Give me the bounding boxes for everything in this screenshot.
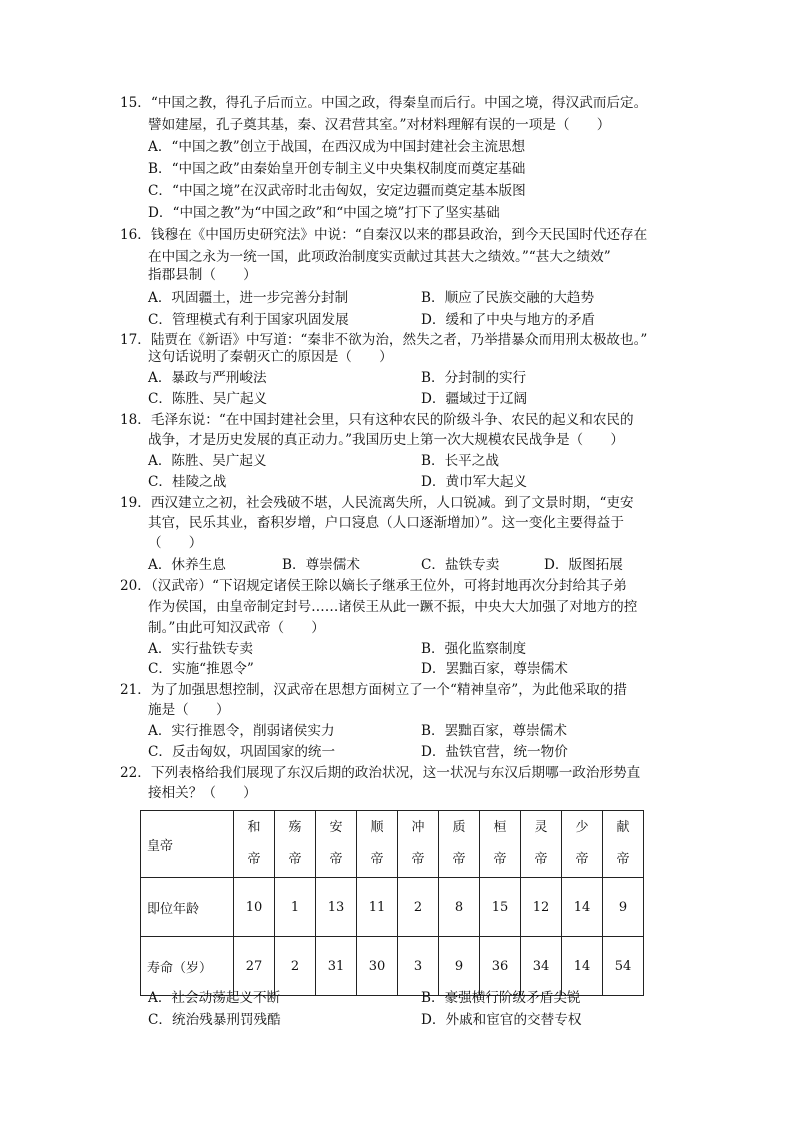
q21-stem-line2: 施是（ ） xyxy=(148,702,230,718)
q21-stem-line1: 21．为了加强思想控制，汉武帝在思想方面树立了一个“精神皇帝”，为此他采取的措 xyxy=(120,682,627,698)
q22-option-c: C．统治残暴刑罚残酷 xyxy=(148,1012,281,1028)
emperor-table xyxy=(140,810,644,996)
q19-option-a: A．休养生息 xyxy=(148,557,226,573)
age-cell: 15 xyxy=(480,878,521,937)
emperor-char-top: 桓 xyxy=(493,820,507,835)
q17-option-c: C．陈胜、吴广起义 xyxy=(148,391,268,407)
emperor-char-top: 献 xyxy=(616,820,630,835)
emperor-char-bottom: 帝 xyxy=(247,852,261,867)
emperor-cell xyxy=(275,811,316,878)
age-cell: 14 xyxy=(562,878,603,937)
table-row xyxy=(141,937,644,996)
q20-stem-line2: 作为侯国，由皇帝制定封号……诸侯王从此一蹶不振，中央大大加强了对地方的控 xyxy=(148,599,638,615)
q18-option-b: B．长平之战 xyxy=(421,453,499,469)
q22-option-d: D．外戚和宦官的交替专权 xyxy=(421,1012,582,1028)
lifespan-cell: 9 xyxy=(439,937,480,996)
q15-option-d: D．“中国之教”为“中国之政”和“中国之境”打下了坚实基础 xyxy=(148,205,500,221)
age-cell: 2 xyxy=(398,878,439,937)
emperor-char-bottom: 帝 xyxy=(493,852,507,867)
table-row xyxy=(141,811,644,878)
emperor-cell xyxy=(316,811,357,878)
lifespan-cell: 14 xyxy=(562,937,603,996)
q16-option-b: B．顺应了民族交融的大趋势 xyxy=(421,290,595,306)
emperor-char-top: 质 xyxy=(452,820,466,835)
age-cell: 10 xyxy=(234,878,275,937)
q18-stem-line1: 18．毛泽东说：“在中国封建社会里，只有这种农民的阶级斗争、农民的起义和农民的 xyxy=(120,412,634,428)
q20-option-b: B．强化监察制度 xyxy=(421,641,527,657)
q19-stem-line3: （ ） xyxy=(148,535,203,551)
q19-option-c: C．盐铁专卖 xyxy=(421,557,500,573)
emperor-char-top: 灵 xyxy=(534,820,548,835)
q20-option-a: A．实行盐铁专卖 xyxy=(148,641,253,657)
q22-stem-line2: 接相关？（ ） xyxy=(148,785,257,801)
q15-stem-line1: 15．“中国之教，得孔子后而立。中国之政，得秦皇而后行。中国之境，得汉武而后定。 xyxy=(120,95,648,111)
q21-option-b: B．罢黜百家，尊崇儒术 xyxy=(421,723,567,739)
emperor-char-top: 安 xyxy=(329,820,343,835)
emperor-char-top: 顺 xyxy=(370,820,384,835)
lifespan-cell: 34 xyxy=(521,937,562,996)
q19-stem-line2: 其官，民乐其业，畜积岁增，户口寖息（人口逐渐增加）”。这一变化主要得益于 xyxy=(148,515,624,531)
q17-stem-line2: 这句话说明了秦朝灭亡的原因是（ ） xyxy=(148,349,393,365)
lifespan-cell: 30 xyxy=(357,937,398,996)
q18-option-d: D．黄巾军大起义 xyxy=(421,474,528,490)
lifespan-cell: 2 xyxy=(275,937,316,996)
emperor-char-bottom: 帝 xyxy=(370,852,384,867)
lifespan-cell: 31 xyxy=(316,937,357,996)
emperor-char-bottom: 帝 xyxy=(411,852,425,867)
q16-option-c: C．管理模式有利于国家巩固发展 xyxy=(148,312,349,328)
age-cell: 13 xyxy=(316,878,357,937)
q19-option-b: B．尊崇儒术 xyxy=(282,557,360,573)
emperor-cell xyxy=(439,811,480,878)
emperor-char-bottom: 帝 xyxy=(329,852,343,867)
q17-stem-line1: 17．陆贾在《新语》中写道：“秦非不欲为治，然失之者，乃举措暴众而用刑太极故也。” xyxy=(120,332,648,348)
emperor-cell xyxy=(603,811,644,878)
row-header-accession-age: 即位年龄 xyxy=(141,878,234,937)
q16-option-a: A．巩固疆土，进一步完善分封制 xyxy=(148,290,349,306)
q22-option-a: A．社会动荡起义不断 xyxy=(148,990,281,1006)
q20-stem-line3: 制。”由此可知汉武帝（ ） xyxy=(148,620,325,636)
lifespan-cell: 3 xyxy=(398,937,439,996)
emperor-char-bottom: 帝 xyxy=(288,852,302,867)
q17-option-a: A．暴政与严刑峻法 xyxy=(148,370,267,386)
q20-option-d: D．罢黜百家，尊崇儒术 xyxy=(421,661,568,677)
lifespan-cell: 27 xyxy=(234,937,275,996)
emperor-cell xyxy=(234,811,275,878)
q18-option-c: C．桂陵之战 xyxy=(148,474,227,490)
emperor-char-top: 殇 xyxy=(288,820,302,835)
emperor-char-top: 少 xyxy=(575,820,589,835)
emperor-cell xyxy=(398,811,439,878)
table-row xyxy=(141,878,644,937)
q21-option-d: D．盐铁官营，统一物价 xyxy=(421,744,568,760)
lifespan-cell: 54 xyxy=(603,937,644,996)
q19-stem-line1: 19．西汉建立之初，社会残破不堪，人民流离失所，人口锐减。到了文景时期，“吏安 xyxy=(120,495,634,511)
emperor-char-bottom: 帝 xyxy=(534,852,548,867)
q15-option-c: C．“中国之境”在汉武帝时北击匈奴，安定边疆而奠定基本版图 xyxy=(148,183,526,199)
row-header-emperor: 皇帝 xyxy=(141,811,234,878)
q17-option-b: B．分封制的实行 xyxy=(421,370,527,386)
q19-option-d: D．版图拓展 xyxy=(544,557,623,573)
lifespan-cell: 36 xyxy=(480,937,521,996)
q15-option-b: B．“中国之政”由秦始皇开创专制主义中央集权制度而奠定基础 xyxy=(148,161,526,177)
q22-stem-line1: 22．下列表格给我们展现了东汉后期的政治状况，这一状况与东汉后期哪一政治形势直 xyxy=(120,765,641,781)
emperor-cell xyxy=(480,811,521,878)
emperor-cell xyxy=(562,811,603,878)
q16-stem-line1: 16．钱穆在《中国历史研究法》中说：“自秦汉以来的郡县政治，到今天民国时代还存在 xyxy=(120,227,648,243)
emperor-cell xyxy=(357,811,398,878)
q21-option-a: A．实行推恩令，削弱诸侯实力 xyxy=(148,723,335,739)
age-cell: 8 xyxy=(439,878,480,937)
emperor-char-top: 和 xyxy=(247,820,261,835)
q20-stem-line1: 20．（汉武帝）“下诏规定诸侯王除以嫡长子继承王位外，可将封地再次分封给其子弟 xyxy=(120,578,627,594)
emperor-char-bottom: 帝 xyxy=(452,852,466,867)
q16-stem-line2: 在中国之永为一统一国，此项政治制度实贡献过其甚大之绩效。”“甚大之绩效” xyxy=(148,249,611,265)
q18-stem-line2: 战争，才是历史发展的真正动力。”我国历史上第一次大规模农民战争是（ ） xyxy=(148,432,624,448)
row-header-lifespan: 寿命（岁） xyxy=(141,937,234,996)
q18-option-a: A．陈胜、吴广起义 xyxy=(148,453,267,469)
emperor-char-top: 冲 xyxy=(411,820,425,835)
q22-option-b: B．豪强横行阶级矛盾尖锐 xyxy=(421,990,581,1006)
emperor-cell xyxy=(521,811,562,878)
q17-option-d: D．疆域过于辽阔 xyxy=(421,391,528,407)
age-cell: 9 xyxy=(603,878,644,937)
age-cell: 11 xyxy=(357,878,398,937)
q15-stem-line2: 譬如建屋，孔子奠其基，秦、汉君营其室。”对材料理解有误的一项是（ ） xyxy=(148,117,611,133)
q21-option-c: C．反击匈奴，巩固国家的统一 xyxy=(148,744,336,760)
q16-stem-line3: 指郡县制（ ） xyxy=(148,267,257,283)
q15-option-a: A．“中国之教”创立于战国，在西汉成为中国封建社会主流思想 xyxy=(148,139,526,155)
q16-option-d: D．缓和了中央与地方的矛盾 xyxy=(421,312,596,328)
emperor-char-bottom: 帝 xyxy=(575,852,589,867)
emperor-char-bottom: 帝 xyxy=(616,852,630,867)
age-cell: 12 xyxy=(521,878,562,937)
age-cell: 1 xyxy=(275,878,316,937)
q20-option-c: C．实施“推恩令” xyxy=(148,661,254,677)
